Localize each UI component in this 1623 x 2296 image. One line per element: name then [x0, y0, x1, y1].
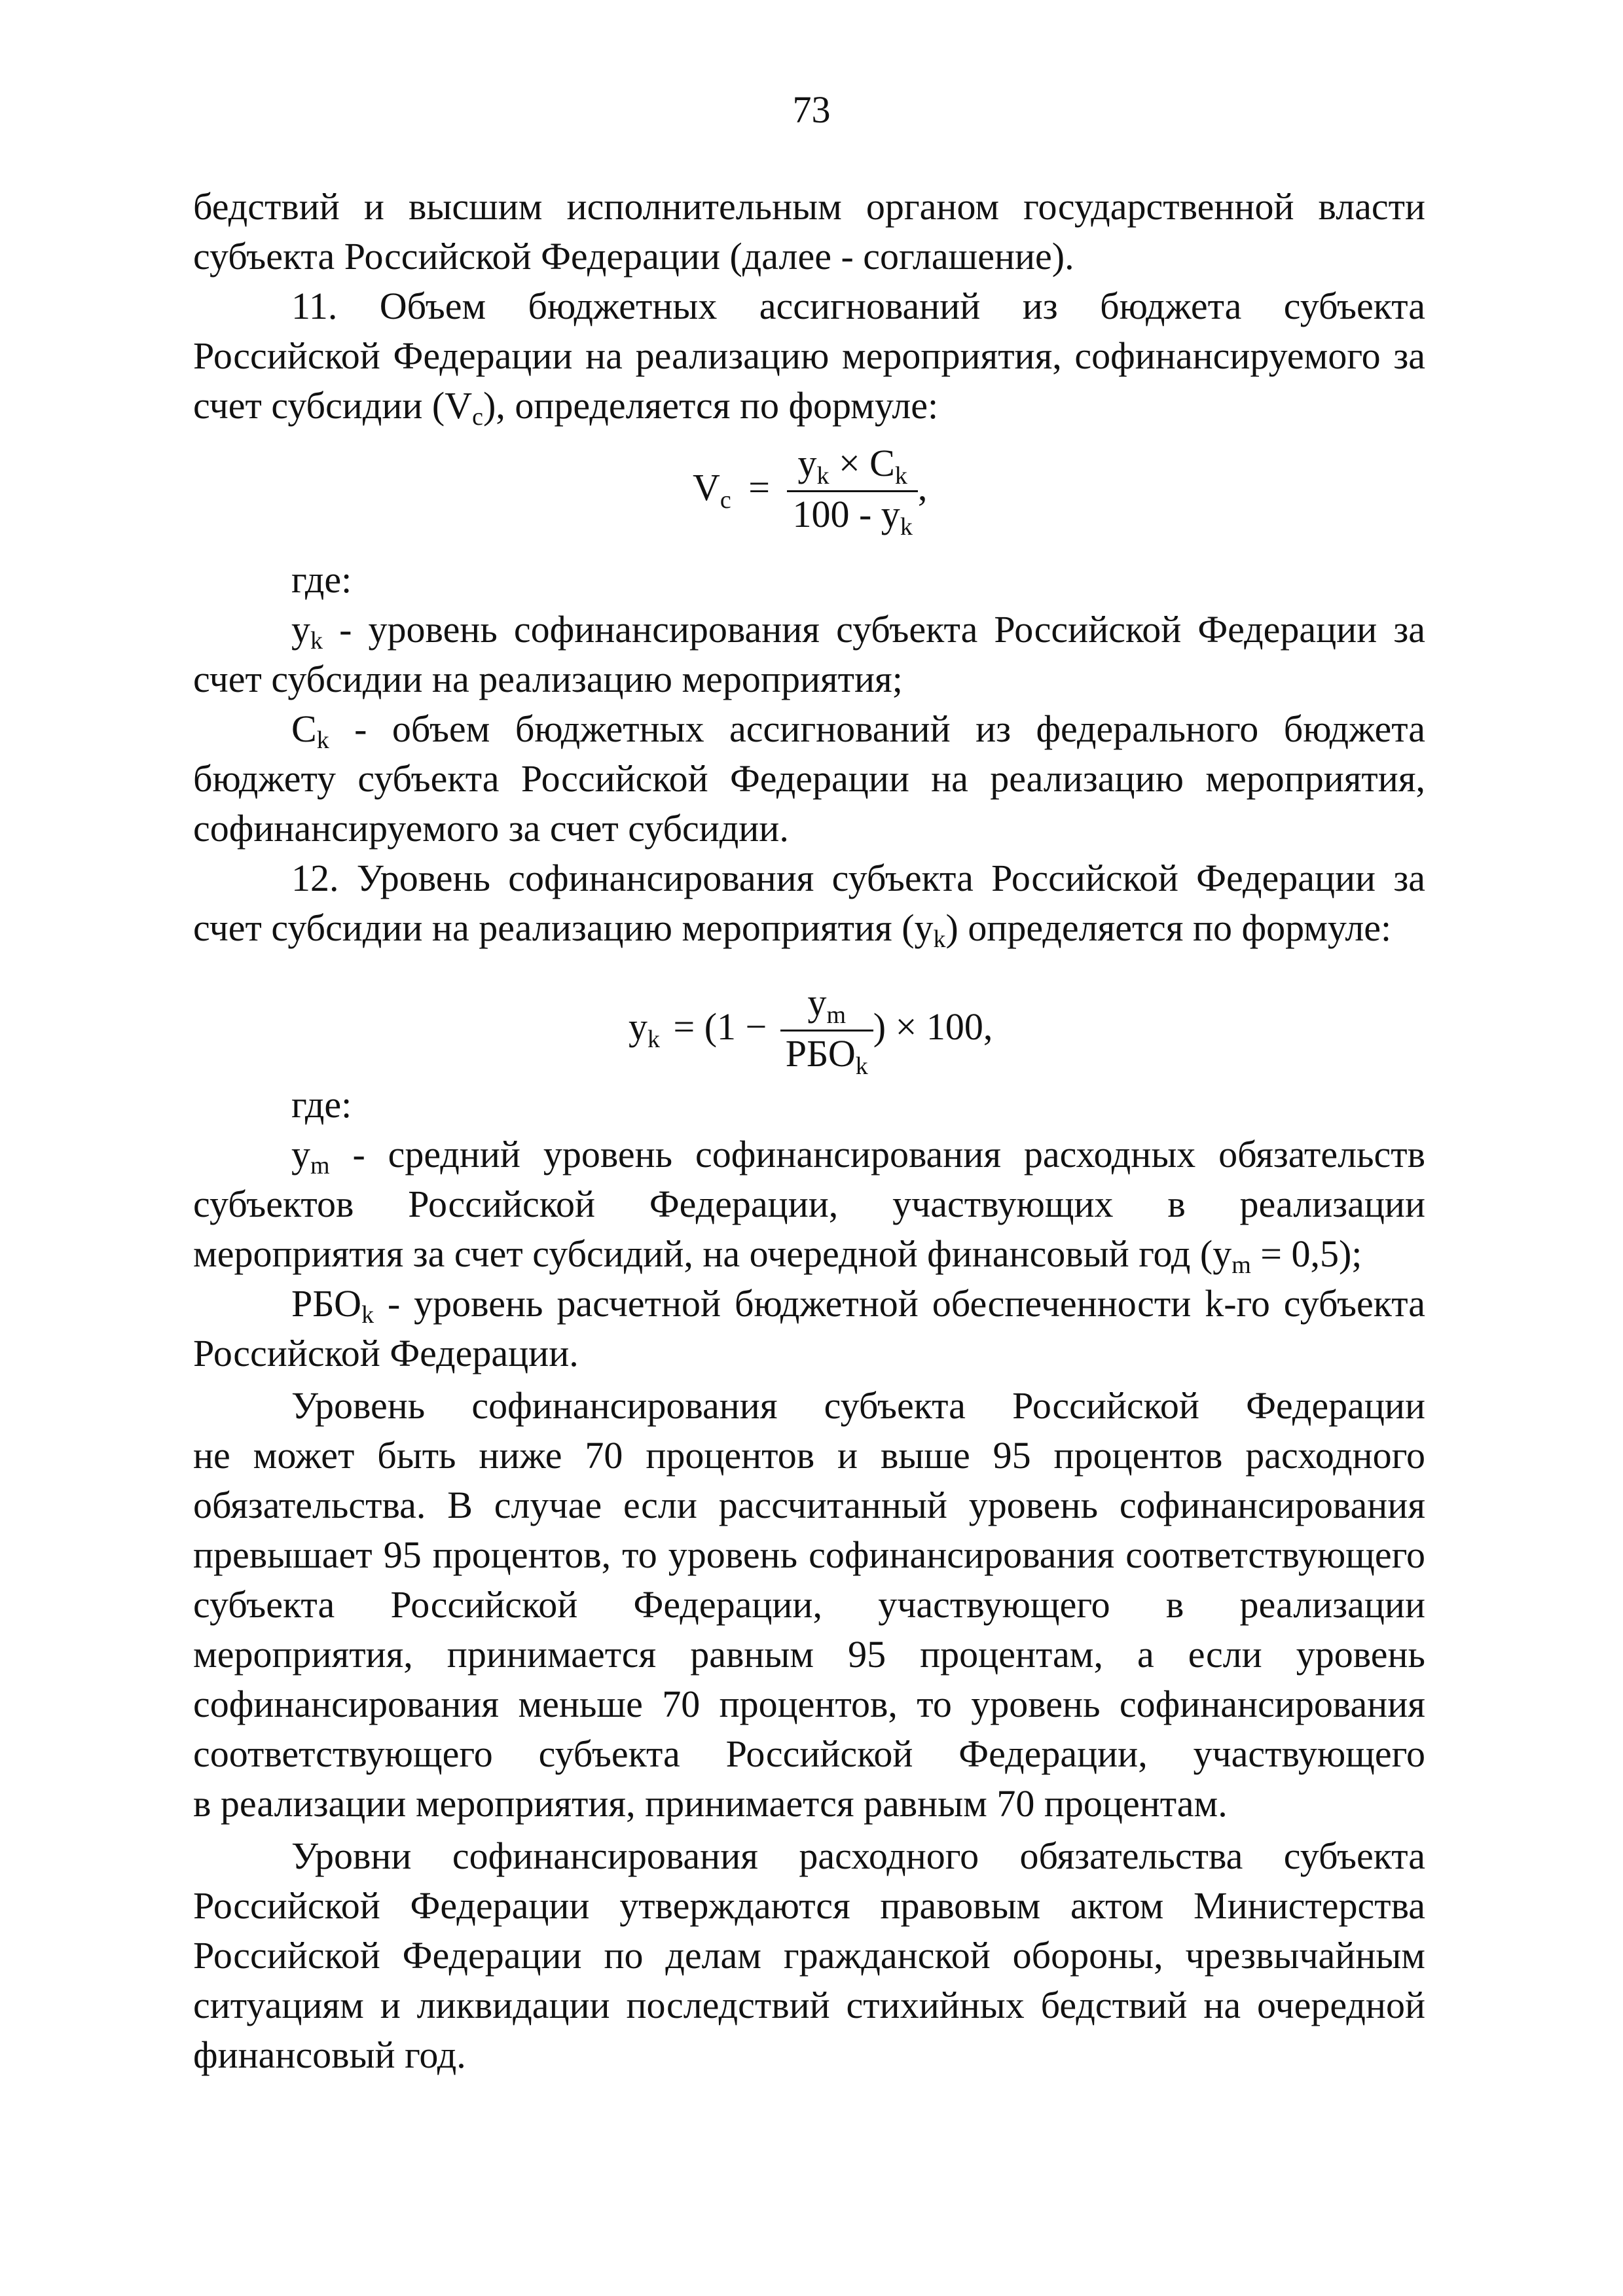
text-line: превышает 95 процентов, то уровень софинансирования соответствующего: [193, 1534, 1425, 1576]
text-line: субъектов Российской Федерации, участвующих в реализации: [193, 1183, 1425, 1225]
paragraph-cofinancing-levels-approval: [193, 1831, 1425, 2080]
text-line: счет субсидии на реализацию мероприятия;: [193, 658, 903, 700]
text-line: Российской Федерации.: [193, 1332, 579, 1374]
definitions-block-2: [193, 1080, 1425, 1378]
def-rbo-line: $РБО_k$ - уровень расчетной бюджетной обеспеченности k-го субъекта: [291, 1282, 1425, 1329]
text-line: соответствующего субъекта Российской Федерации, участвующего: [193, 1732, 1425, 1775]
formula-vc: $V_c$ = $\frac{y_k \times C_k}{100 - y_k}$ ,: [693, 442, 928, 541]
text-line: бедствий и высшим исполнительным органом государственной власти: [193, 185, 1425, 228]
text-line: мероприятия за счет субсидий, на очередной финансовый год $(y_m = 0,5)$;: [193, 1232, 1362, 1279]
paragraph-continuation: [193, 182, 1425, 281]
text-line: субъекта Российской Федерации (далее - соглашение).: [193, 235, 1074, 278]
text-line: финансовый год.: [193, 2034, 466, 2076]
where-label: где:: [291, 558, 352, 601]
text-line: в реализации мероприятия, принимается равным 70 процентам.: [193, 1782, 1228, 1825]
text-line: ситуациям и ликвидации последствий стихийных бедствий на очередной: [193, 1984, 1425, 2026]
formula-vc-fraction: $\frac{y_k \times C_k}{100 - y_k}$: [787, 442, 917, 540]
text-line: Российской Федерации по делам гражданской обороны, чрезвычайным: [193, 1934, 1425, 1977]
text-line: счет субсидии на реализацию мероприятия $(y_k)$ определяется по формуле:: [193, 906, 1392, 953]
where-label: где:: [291, 1083, 352, 1126]
text-line: субъекта Российской Федерации, участвующего в реализации: [193, 1583, 1425, 1626]
formula-yk-fraction: $\frac{y_m}{РБО_k}$: [780, 982, 873, 1079]
text-line: Российской Федерации утверждаются правовым актом Министерства: [193, 1884, 1425, 1927]
def-ym-line: $y_m$ - средний уровень софинансирования расходных обязательств: [291, 1133, 1425, 1179]
text-line: бюджету субъекта Российской Федерации на реализацию мероприятия,: [193, 757, 1425, 800]
text-line: не может быть ниже 70 процентов и выше 95 процентов расходного: [193, 1434, 1425, 1477]
def-yk-line: $y_k$ - уровень софинансирования субъекта Российской Федерации за: [291, 608, 1425, 655]
text-line: обязательства. В случае если рассчитанный уровень софинансирования: [193, 1484, 1425, 1526]
text-line: Российской Федерации на реализацию мероприятия, софинансируемого за: [193, 334, 1425, 377]
text-line: Уровень софинансирования субъекта Российской Федерации: [291, 1384, 1425, 1427]
text-line: Уровни софинансирования расходного обязательства субъекта: [291, 1835, 1425, 1877]
paragraph-12-line: 12. Уровень софинансирования субъекта Российской Федерации за: [291, 857, 1425, 899]
text-line: софинансирования меньше 70 процентов, то уровень софинансирования: [193, 1683, 1425, 1725]
formula-yk: $y_k = (1$ − $\frac{y_m}{РБО_k}$ ) × 100,: [629, 981, 993, 1080]
paragraph-11: [193, 281, 1425, 431]
text-line: мероприятия, принимается равным 95 процентам, а если уровень: [193, 1633, 1425, 1676]
paragraph-cofinancing-level: [193, 1381, 1425, 1829]
def-ck-line: $C_k$ - объем бюджетных ассигнований из федерального бюджета: [291, 708, 1425, 754]
text-line: 11. Объем бюджетных ассигнований из бюджета субъекта: [291, 285, 1425, 327]
page-number: 73: [792, 88, 831, 131]
text-line: софинансируемого за счет субсидии.: [193, 807, 789, 850]
text-line: счет субсидии $(V_с)$, определяется по формуле:: [193, 384, 939, 431]
definitions-block-1: [193, 555, 1425, 953]
